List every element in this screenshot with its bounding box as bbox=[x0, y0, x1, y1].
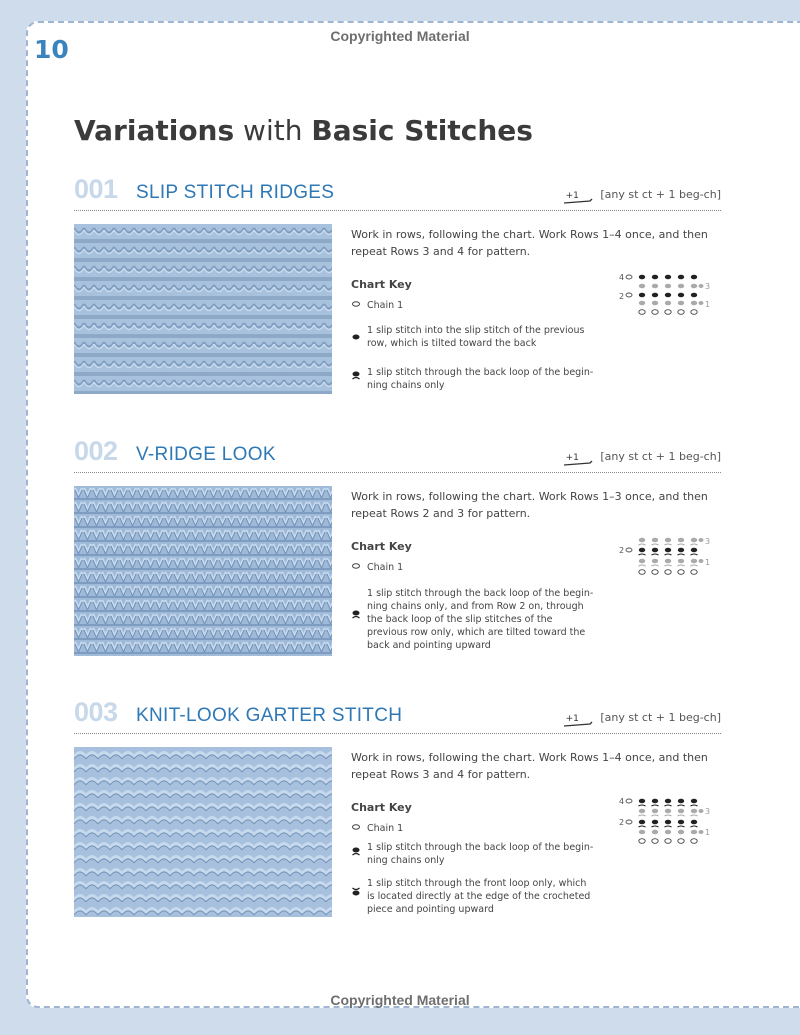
title-part-variations: Variations bbox=[74, 114, 235, 147]
key-text: Chain 1 bbox=[367, 300, 404, 311]
chart-row-label-3: 3 bbox=[705, 537, 711, 546]
chart-row-label-1: 1 bbox=[705, 558, 711, 567]
chart-row-label-2: 2 bbox=[619, 546, 625, 555]
section-header bbox=[74, 699, 721, 734]
swatch-photo bbox=[74, 486, 332, 656]
section-name: SLIP STITCH RIDGES bbox=[136, 182, 335, 203]
plus-one-label: +1 bbox=[565, 714, 579, 724]
key-text: 1 slip stitch into the slip stitch of the previous row, which is tilted toward the back bbox=[367, 325, 585, 349]
page-number: 10 bbox=[34, 35, 69, 64]
chart-key-title: Chart Key bbox=[351, 801, 412, 814]
chart-row-label-3: 3 bbox=[705, 282, 711, 291]
chart-row-label-1: 1 bbox=[705, 300, 711, 309]
plus-one-icon bbox=[566, 714, 579, 724]
chart-key-title: Chart Key bbox=[351, 278, 412, 291]
section-number: 002 bbox=[74, 436, 118, 466]
slip-stitch-back-loop-icon bbox=[351, 846, 363, 862]
slip-stitch-back-loop-icon bbox=[351, 609, 363, 625]
multiple-text: [any st ct + 1 beg-ch] bbox=[600, 711, 721, 724]
key-text: Chain 1 bbox=[367, 562, 404, 573]
section-name: KNIT-LOOK GARTER STITCH bbox=[136, 705, 403, 726]
key-text: 1 slip stitch through the back loop of the beginning chains only bbox=[367, 367, 594, 391]
multiple-text: [any st ct + 1 beg-ch] bbox=[600, 450, 721, 463]
chart-row-label-2: 2 bbox=[619, 818, 625, 827]
title-part-with: with bbox=[234, 114, 312, 147]
chain-icon bbox=[351, 299, 363, 313]
stitch-chart bbox=[619, 795, 724, 849]
key-text: 1 slip stitch through the back loop of the beginning chains only, and from Row 2 on, through the back loop of the slip stitches of the previous row only, which are tilted toward the back and pointing upward bbox=[367, 588, 594, 651]
chart-row-label-2: 2 bbox=[619, 292, 625, 301]
stitch-multiple bbox=[566, 188, 721, 201]
multiple-text: [any st ct + 1 beg-ch] bbox=[600, 188, 721, 201]
stitch-chart bbox=[619, 272, 724, 321]
section-description: Work in rows, following the chart. Work Rows 1–4 once, and then repeat Rows 3 and 4 for pattern. bbox=[351, 751, 708, 781]
chain-icon bbox=[351, 561, 363, 575]
section-header bbox=[74, 176, 721, 211]
key-text: 1 slip stitch through the back loop of the beginning chains only bbox=[367, 842, 594, 866]
stitch-chart bbox=[619, 534, 724, 583]
section-name: V-RIDGE LOOK bbox=[136, 444, 276, 465]
plus-one-label: +1 bbox=[565, 453, 579, 463]
section-number: 003 bbox=[74, 697, 118, 727]
slip-stitch-back-loop-icon bbox=[351, 370, 363, 386]
page-title bbox=[74, 114, 533, 147]
chart-row-label-1: 1 bbox=[705, 828, 711, 837]
title-part-basic-stitches: Basic Stitches bbox=[311, 114, 533, 147]
plus-one-icon bbox=[566, 453, 579, 463]
chart-row-label-3: 3 bbox=[705, 807, 711, 816]
chain-icon bbox=[351, 822, 363, 836]
section-description: Work in rows, following the chart. Work Rows 1–4 once, and then repeat Rows 3 and 4 for pattern. bbox=[351, 228, 708, 258]
swatch-photo bbox=[74, 747, 332, 917]
stitch-multiple bbox=[566, 711, 721, 724]
copyright-top: Copyrighted Material bbox=[330, 28, 470, 44]
plus-one-label: +1 bbox=[565, 191, 579, 201]
section-003 bbox=[74, 699, 721, 949]
slip-stitch-front-loop-icon bbox=[351, 886, 363, 902]
section-description: Work in rows, following the chart. Work Rows 1–3 once, and then repeat Rows 2 and 3 for pattern. bbox=[351, 490, 708, 520]
key-text: 1 slip stitch through the front loop only, which is located directly at the edge of the crocheted piece and pointing upward bbox=[367, 878, 591, 915]
chart-row-label-4: 4 bbox=[619, 797, 625, 806]
section-header bbox=[74, 438, 721, 473]
stitch-multiple bbox=[566, 450, 721, 463]
section-002 bbox=[74, 438, 721, 688]
chart-key-title: Chart Key bbox=[351, 540, 412, 553]
section-number: 001 bbox=[74, 174, 118, 204]
key-text: Chain 1 bbox=[367, 823, 404, 834]
copyright-bottom: Copyrighted Material bbox=[330, 992, 470, 1008]
plus-one-icon bbox=[566, 191, 579, 201]
chart-row-label-4: 4 bbox=[619, 273, 625, 282]
section-001 bbox=[74, 176, 721, 426]
slip-stitch-icon bbox=[351, 332, 363, 346]
swatch-photo bbox=[74, 224, 332, 394]
